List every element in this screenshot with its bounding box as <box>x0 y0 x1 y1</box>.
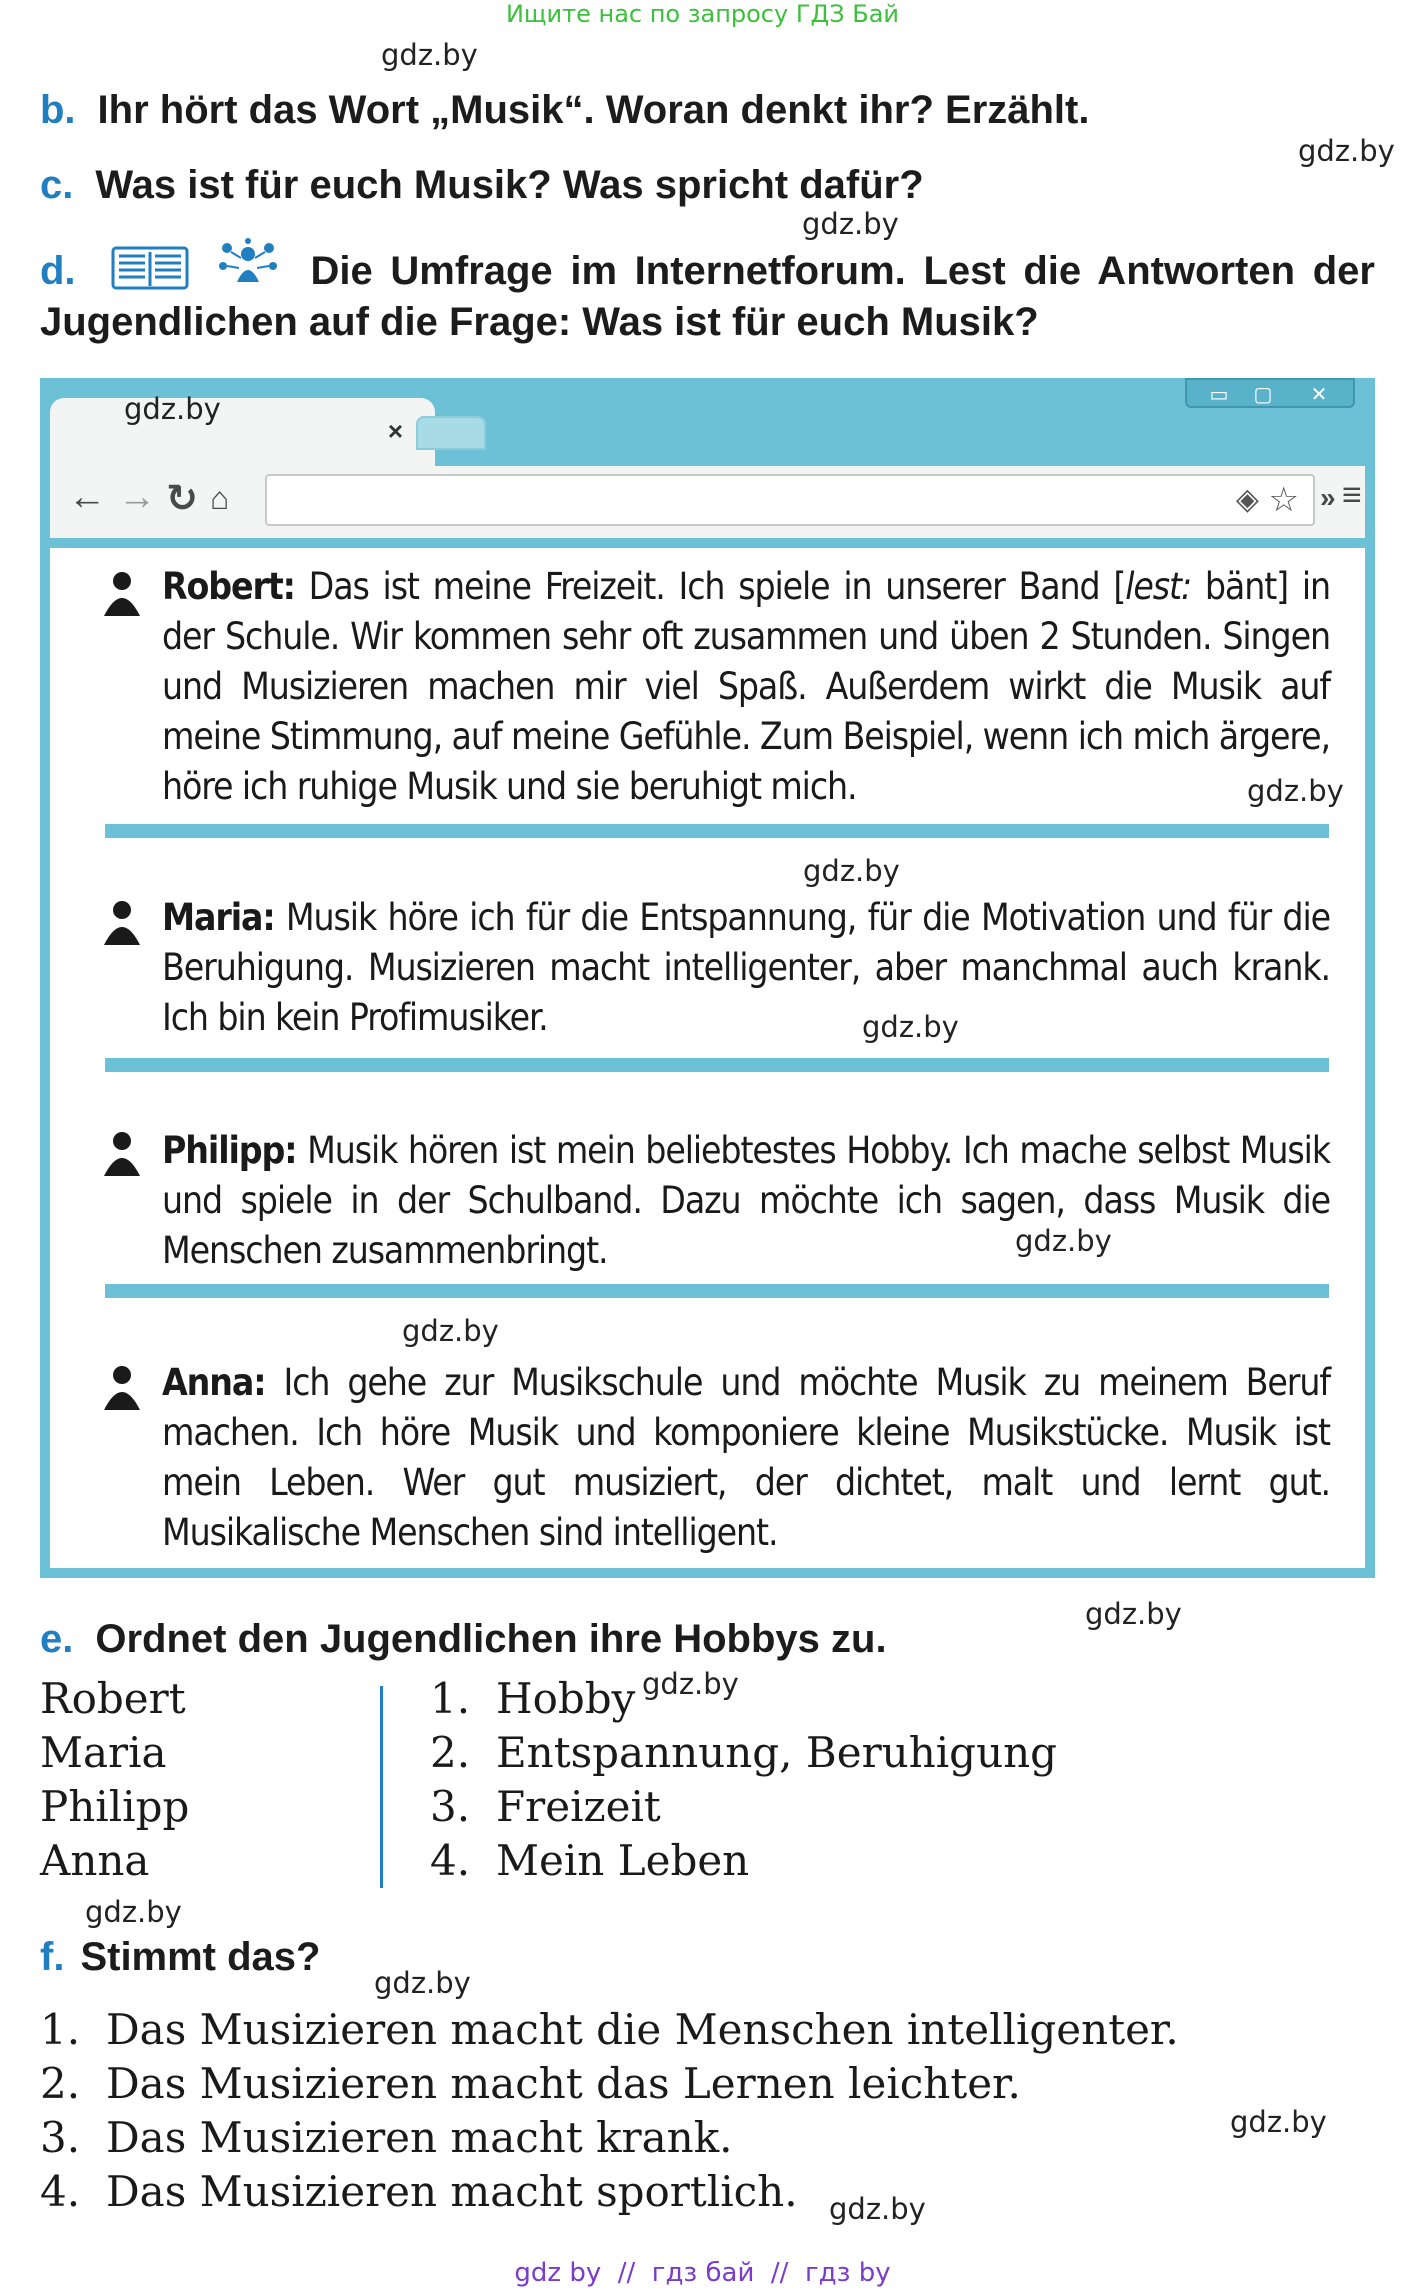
watermark: gdz.by <box>1247 774 1344 808</box>
task-d <box>40 238 1375 348</box>
item-label: Das Musizieren macht krank. <box>106 2113 733 2162</box>
item-number: 1. <box>40 2005 81 2054</box>
person-icon <box>102 1130 142 1180</box>
window-controls <box>1185 378 1355 408</box>
list-item <box>40 2111 1179 2165</box>
post-text <box>162 1358 1330 1558</box>
item-number: 1. <box>430 1674 471 1723</box>
reload-icon[interactable]: ↻ <box>166 478 198 520</box>
list-item <box>430 1780 1057 1834</box>
post-author: Maria: <box>162 896 275 939</box>
post-text <box>162 1126 1330 1276</box>
tab-close-icon[interactable]: × <box>387 416 403 446</box>
extension-icon[interactable]: ◈ <box>1235 483 1259 516</box>
browser-window <box>40 378 1375 1578</box>
home-icon[interactable]: ⌂ <box>210 480 230 516</box>
item-number: 2. <box>430 1728 471 1777</box>
browser-toolbar <box>50 466 1365 538</box>
browser-tab[interactable] <box>50 398 435 468</box>
person-icon <box>102 570 142 620</box>
task-c <box>40 163 924 208</box>
item-number: 2. <box>40 2059 81 2108</box>
item-number: 4. <box>40 2167 81 2216</box>
watermark: gdz.by <box>642 1667 739 1701</box>
book-icon <box>111 246 191 290</box>
post-separator <box>105 1284 1329 1298</box>
list-item <box>430 1834 1057 1888</box>
watermark: gdz.by <box>1298 134 1395 168</box>
item-label: Mein Leben <box>496 1836 750 1885</box>
list-item: Philipp <box>40 1782 190 1831</box>
post-body: bänt] in der Schule. Wir kommen sehr oft zusammen und üben 2 Stunden. Singen und Musizieren machen mir viel Spaß. Außerdem wirkt die Musik auf meine Stimmung, auf meine Gefühle. Zum Beispiel, wenn ich mich ärgere, höre ich ruhige Musik und sie beruhigt mich. <box>162 565 1330 808</box>
post-body: Das ist meine Freizeit. Ich spiele in unserer Band [ <box>294 565 1126 608</box>
task-letter: c. <box>40 163 74 207</box>
names-list <box>40 1672 189 1888</box>
watermark: gdz.by <box>381 38 478 72</box>
person-icon <box>102 899 142 949</box>
item-label: Hobby <box>496 1674 636 1723</box>
forward-arrow-icon[interactable]: → <box>118 476 156 518</box>
maximize-icon[interactable]: ▢ <box>1253 384 1273 406</box>
watermark: gdz.by <box>1230 2105 1327 2139</box>
post-text <box>162 562 1330 812</box>
item-number: 3. <box>430 1782 471 1831</box>
list-item <box>430 1726 1057 1780</box>
item-label: Freizeit <box>496 1782 661 1831</box>
post-author: Robert: <box>162 565 295 608</box>
person-icon <box>102 1364 142 1414</box>
top-banner: Ищите нас по запросу ГДЗ Бай <box>505 0 900 28</box>
address-bar[interactable] <box>265 474 1315 526</box>
watermark: gdz.by <box>374 1966 471 2000</box>
task-letter: d. <box>40 249 76 293</box>
watermark: gdz.by <box>402 1314 499 1348</box>
watermark: gdz.by <box>85 1895 182 1929</box>
watermark: gdz.by <box>124 392 221 426</box>
group-icon <box>217 238 279 288</box>
post-body: Musik höre ich für die Entspannung, für die Motivation und für die Beruhigung. Musizieren macht intelligenter, aber manchmal auch krank. Ich bin kein Profimusiker. <box>162 896 1330 1039</box>
task-text: Die Umfrage im Internetforum. Lest die Antworten der Jugendlichen auf die Frage: Was ist für euch Musik? <box>40 249 1375 344</box>
post-author: Philipp: <box>162 1129 297 1172</box>
item-label: Das Musizieren macht das Lernen leichter. <box>106 2059 1021 2108</box>
task-e <box>40 1617 887 1662</box>
task-f <box>40 1935 320 1980</box>
list-item <box>40 2165 1179 2219</box>
pronunciation-label: lest: <box>1125 565 1192 608</box>
task-text: Was ist für euch Musik? Was spricht dafür? <box>95 163 924 207</box>
item-label: Das Musizieren macht die Menschen intelligenter. <box>106 2005 1179 2054</box>
task-letter: b. <box>40 88 76 132</box>
bookmark-star-icon[interactable]: ☆ <box>1268 481 1299 519</box>
watermark: gdz.by <box>803 854 900 888</box>
forum-content <box>50 548 1365 1568</box>
extensions-chevron-icon[interactable]: » <box>1320 482 1336 513</box>
list-item <box>40 2003 1179 2057</box>
statements-list <box>40 2003 1179 2219</box>
item-label: Das Musizieren macht sportlich. <box>106 2167 798 2216</box>
hobbys-list <box>430 1672 1057 1888</box>
list-item: Robert <box>40 1674 186 1723</box>
task-letter: f. <box>40 1935 65 1979</box>
minimize-icon[interactable]: ▭ <box>1209 384 1229 406</box>
task-text: Ordnet den Jugendlichen ihre Hobbys zu. <box>95 1617 887 1661</box>
item-label: Entspannung, Beruhigung <box>496 1728 1058 1777</box>
post-separator <box>105 824 1329 838</box>
list-item <box>40 2057 1179 2111</box>
list-item <box>430 1672 1057 1726</box>
list-item: Maria <box>40 1728 167 1777</box>
task-text: Stimmt das? <box>80 1935 321 1979</box>
close-window-icon[interactable]: ✕ <box>1310 384 1328 406</box>
menu-icon[interactable]: ≡ <box>1342 476 1362 514</box>
task-text: Ihr hört das Wort „Musik“. Woran denkt ihr? Erzählt. <box>97 88 1090 132</box>
item-number: 3. <box>40 2113 81 2162</box>
watermark: gdz.by <box>829 2192 926 2226</box>
item-number: 4. <box>430 1836 471 1885</box>
watermark: gdz.by <box>1015 1224 1112 1258</box>
divider <box>380 1686 383 1888</box>
list-item: Anna <box>40 1836 150 1885</box>
footer-links: gdz by // гдз бай // гдз by <box>514 2258 891 2288</box>
watermark: gdz.by <box>802 207 899 241</box>
post-separator <box>105 1058 1329 1072</box>
watermark: gdz.by <box>1085 1597 1182 1631</box>
post-body: Musik hören ist mein beliebtestes Hobby. Ich mache selbst Musik und spiele in der Schulband. Dazu möchte ich sagen, dass Musik die Menschen zusammenbringt. <box>162 1129 1330 1272</box>
task-letter: e. <box>40 1617 74 1661</box>
new-tab-button[interactable] <box>416 416 486 450</box>
post-author: Anna: <box>162 1361 266 1404</box>
watermark: gdz.by <box>862 1010 959 1044</box>
post-text <box>162 893 1330 1043</box>
back-arrow-icon[interactable]: ← <box>68 476 106 518</box>
task-b <box>40 88 1089 133</box>
post-body: Ich gehe zur Musikschule und möchte Musik zu meinem Beruf machen. Ich höre Musik und komponiere kleine Musikstücke. Musik ist mein Leben. Wer gut musiziert, der dichtet, malt und lernt gut. Musikalische Menschen sind intelligent. <box>162 1361 1330 1554</box>
